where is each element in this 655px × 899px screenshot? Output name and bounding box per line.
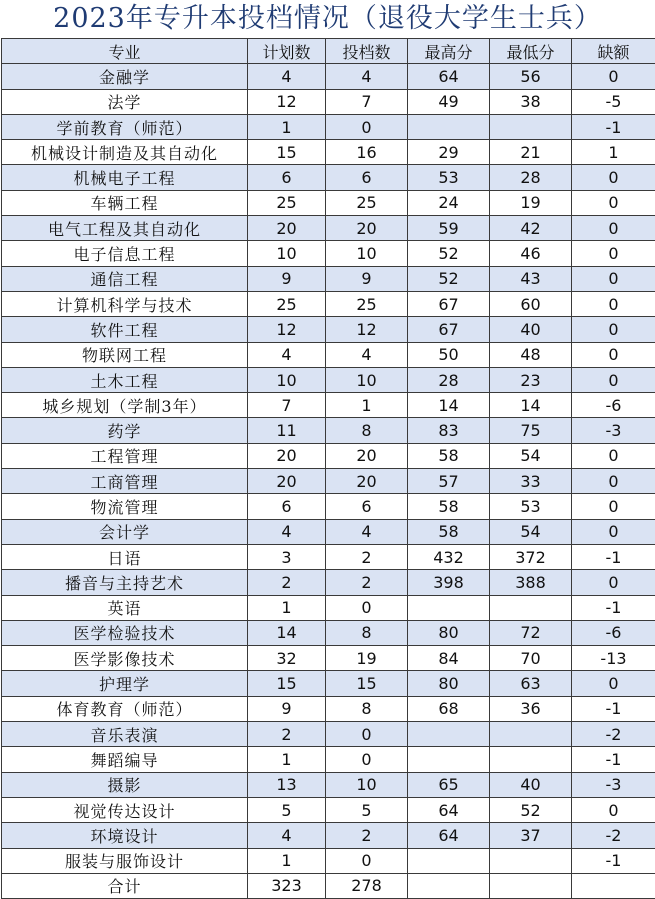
major-cell: 机械电子工程 xyxy=(2,165,248,190)
table-row xyxy=(2,620,655,645)
min-score-cell: 14 xyxy=(490,393,572,418)
admitted-cell: 10 xyxy=(326,241,408,266)
major-cell: 物联网工程 xyxy=(2,342,248,367)
plan-cell: 1 xyxy=(248,595,326,620)
major-cell: 日语 xyxy=(2,544,248,569)
major-cell: 金融学 xyxy=(2,64,248,89)
major-cell: 物流管理 xyxy=(2,494,248,519)
plan-cell: 12 xyxy=(248,317,326,342)
plan-cell: 9 xyxy=(248,696,326,721)
table-row xyxy=(2,519,655,544)
max-score-cell: 52 xyxy=(408,241,490,266)
min-score-cell: 28 xyxy=(490,165,572,190)
table-row xyxy=(2,418,655,443)
shortfall-cell: -13 xyxy=(572,646,655,671)
plan-cell: 4 xyxy=(248,823,326,848)
major-cell: 土木工程 xyxy=(2,367,248,392)
max-score-cell: 65 xyxy=(408,772,490,797)
table-row xyxy=(2,317,655,342)
min-score-cell: 23 xyxy=(490,367,572,392)
shortfall-cell: 0 xyxy=(572,342,655,367)
plan-cell: 5 xyxy=(248,797,326,822)
major-cell: 英语 xyxy=(2,595,248,620)
max-score-cell xyxy=(408,114,490,139)
shortfall-cell: -3 xyxy=(572,772,655,797)
table-row xyxy=(2,671,655,696)
shortfall-cell: 0 xyxy=(572,570,655,595)
plan-cell: 20 xyxy=(248,469,326,494)
table-row xyxy=(2,140,655,165)
admitted-cell: 0 xyxy=(326,747,408,772)
header-max-score: 最高分 xyxy=(408,39,490,64)
plan-cell: 1 xyxy=(248,848,326,873)
shortfall-cell: -1 xyxy=(572,848,655,873)
plan-cell: 4 xyxy=(248,519,326,544)
admitted-cell: 6 xyxy=(326,165,408,190)
header-plan: 计划数 xyxy=(248,39,326,64)
admission-table xyxy=(1,38,655,899)
min-score-cell xyxy=(490,114,572,139)
max-score-cell: 64 xyxy=(408,64,490,89)
table-row xyxy=(2,64,655,89)
max-score-cell: 52 xyxy=(408,266,490,291)
major-cell: 医学影像技术 xyxy=(2,646,248,671)
major-cell: 摄影 xyxy=(2,772,248,797)
max-score-cell: 29 xyxy=(408,140,490,165)
major-cell: 服装与服饰设计 xyxy=(2,848,248,873)
total-row xyxy=(2,873,655,898)
min-score-cell: 72 xyxy=(490,620,572,645)
max-score-cell: 28 xyxy=(408,367,490,392)
table-row xyxy=(2,89,655,114)
admitted-cell: 0 xyxy=(326,848,408,873)
max-score-cell: 83 xyxy=(408,418,490,443)
table-row xyxy=(2,772,655,797)
shortfall-cell: -1 xyxy=(572,595,655,620)
admitted-cell: 12 xyxy=(326,317,408,342)
shortfall-cell: 0 xyxy=(572,367,655,392)
admitted-cell: 2 xyxy=(326,823,408,848)
shortfall-cell: 0 xyxy=(572,443,655,468)
major-cell: 电气工程及其自动化 xyxy=(2,216,248,241)
table-row xyxy=(2,722,655,747)
table-row xyxy=(2,595,655,620)
admitted-cell: 7 xyxy=(326,89,408,114)
total-max-score xyxy=(408,873,490,898)
min-score-cell: 42 xyxy=(490,216,572,241)
shortfall-cell: -2 xyxy=(572,722,655,747)
major-cell: 通信工程 xyxy=(2,266,248,291)
plan-cell: 10 xyxy=(248,241,326,266)
max-score-cell xyxy=(408,595,490,620)
max-score-cell: 67 xyxy=(408,317,490,342)
shortfall-cell: 0 xyxy=(572,266,655,291)
major-cell: 体育教育（师范） xyxy=(2,696,248,721)
max-score-cell: 58 xyxy=(408,519,490,544)
max-score-cell: 84 xyxy=(408,646,490,671)
admitted-cell: 1 xyxy=(326,393,408,418)
table-row xyxy=(2,216,655,241)
min-score-cell: 40 xyxy=(490,317,572,342)
plan-cell: 12 xyxy=(248,89,326,114)
admitted-cell: 4 xyxy=(326,342,408,367)
min-score-cell: 52 xyxy=(490,797,572,822)
major-cell: 机械设计制造及其自动化 xyxy=(2,140,248,165)
major-cell: 电子信息工程 xyxy=(2,241,248,266)
shortfall-cell: -1 xyxy=(572,747,655,772)
table-row xyxy=(2,469,655,494)
plan-cell: 13 xyxy=(248,772,326,797)
max-score-cell: 398 xyxy=(408,570,490,595)
admitted-cell: 20 xyxy=(326,443,408,468)
shortfall-cell: -5 xyxy=(572,89,655,114)
plan-cell: 6 xyxy=(248,165,326,190)
admitted-cell: 8 xyxy=(326,696,408,721)
max-score-cell: 57 xyxy=(408,469,490,494)
plan-cell: 3 xyxy=(248,544,326,569)
major-cell: 音乐表演 xyxy=(2,722,248,747)
plan-cell: 15 xyxy=(248,140,326,165)
shortfall-cell: -1 xyxy=(572,544,655,569)
min-score-cell: 36 xyxy=(490,696,572,721)
max-score-cell: 53 xyxy=(408,165,490,190)
major-cell: 车辆工程 xyxy=(2,190,248,215)
table-row xyxy=(2,544,655,569)
max-score-cell: 14 xyxy=(408,393,490,418)
page-title: 2023年专升本投档情况（退役大学生士兵） xyxy=(53,3,602,34)
total-min-score xyxy=(490,873,572,898)
plan-cell: 25 xyxy=(248,190,326,215)
min-score-cell: 43 xyxy=(490,266,572,291)
major-cell: 计算机科学与技术 xyxy=(2,291,248,316)
shortfall-cell: -6 xyxy=(572,393,655,418)
shortfall-cell: -6 xyxy=(572,620,655,645)
plan-cell: 1 xyxy=(248,114,326,139)
max-score-cell: 58 xyxy=(408,443,490,468)
min-score-cell xyxy=(490,848,572,873)
admitted-cell: 25 xyxy=(326,291,408,316)
table-row xyxy=(2,747,655,772)
major-cell: 视觉传达设计 xyxy=(2,797,248,822)
table-row xyxy=(2,190,655,215)
table-row xyxy=(2,570,655,595)
plan-cell: 4 xyxy=(248,342,326,367)
plan-cell: 11 xyxy=(248,418,326,443)
shortfall-cell: 0 xyxy=(572,216,655,241)
table-row xyxy=(2,266,655,291)
min-score-cell: 56 xyxy=(490,64,572,89)
shortfall-cell: -1 xyxy=(572,696,655,721)
admitted-cell: 4 xyxy=(326,64,408,89)
table-row xyxy=(2,848,655,873)
admitted-cell: 0 xyxy=(326,114,408,139)
total-plan: 323 xyxy=(248,873,326,898)
shortfall-cell: 0 xyxy=(572,671,655,696)
table-row xyxy=(2,646,655,671)
min-score-cell: 40 xyxy=(490,772,572,797)
min-score-cell: 70 xyxy=(490,646,572,671)
min-score-cell: 388 xyxy=(490,570,572,595)
plan-cell: 20 xyxy=(248,443,326,468)
admitted-cell: 10 xyxy=(326,367,408,392)
max-score-cell: 432 xyxy=(408,544,490,569)
shortfall-cell: 0 xyxy=(572,190,655,215)
major-cell: 软件工程 xyxy=(2,317,248,342)
major-cell: 法学 xyxy=(2,89,248,114)
plan-cell: 2 xyxy=(248,570,326,595)
min-score-cell: 372 xyxy=(490,544,572,569)
admitted-cell: 0 xyxy=(326,595,408,620)
max-score-cell: 64 xyxy=(408,823,490,848)
admitted-cell: 15 xyxy=(326,671,408,696)
shortfall-cell: 0 xyxy=(572,165,655,190)
shortfall-cell: 1 xyxy=(572,140,655,165)
major-cell: 工商管理 xyxy=(2,469,248,494)
total-admitted: 278 xyxy=(326,873,408,898)
shortfall-cell: 0 xyxy=(572,797,655,822)
major-cell: 工程管理 xyxy=(2,443,248,468)
plan-cell: 25 xyxy=(248,291,326,316)
min-score-cell: 33 xyxy=(490,469,572,494)
max-score-cell: 68 xyxy=(408,696,490,721)
admitted-cell: 8 xyxy=(326,620,408,645)
header-row xyxy=(2,39,655,64)
min-score-cell: 60 xyxy=(490,291,572,316)
max-score-cell: 24 xyxy=(408,190,490,215)
major-cell: 护理学 xyxy=(2,671,248,696)
max-score-cell: 64 xyxy=(408,797,490,822)
table-row xyxy=(2,797,655,822)
max-score-cell: 59 xyxy=(408,216,490,241)
admitted-cell: 8 xyxy=(326,418,408,443)
max-score-cell: 67 xyxy=(408,291,490,316)
major-cell: 会计学 xyxy=(2,519,248,544)
min-score-cell: 54 xyxy=(490,443,572,468)
max-score-cell: 58 xyxy=(408,494,490,519)
shortfall-cell: 0 xyxy=(572,291,655,316)
shortfall-cell: 0 xyxy=(572,317,655,342)
admitted-cell: 19 xyxy=(326,646,408,671)
min-score-cell: 21 xyxy=(490,140,572,165)
min-score-cell: 46 xyxy=(490,241,572,266)
shortfall-cell: 0 xyxy=(572,519,655,544)
header-major: 专业 xyxy=(2,39,248,64)
plan-cell: 14 xyxy=(248,620,326,645)
table-row xyxy=(2,393,655,418)
shortfall-cell: 0 xyxy=(572,469,655,494)
min-score-cell xyxy=(490,722,572,747)
admitted-cell: 4 xyxy=(326,519,408,544)
header-min-score: 最低分 xyxy=(490,39,572,64)
admitted-cell: 2 xyxy=(326,570,408,595)
major-cell: 医学检验技术 xyxy=(2,620,248,645)
admitted-cell: 6 xyxy=(326,494,408,519)
plan-cell: 2 xyxy=(248,722,326,747)
plan-cell: 6 xyxy=(248,494,326,519)
table-row xyxy=(2,367,655,392)
major-cell: 舞蹈编导 xyxy=(2,747,248,772)
admitted-cell: 5 xyxy=(326,797,408,822)
shortfall-cell: 0 xyxy=(572,64,655,89)
plan-cell: 7 xyxy=(248,393,326,418)
plan-cell: 9 xyxy=(248,266,326,291)
min-score-cell: 54 xyxy=(490,519,572,544)
min-score-cell: 48 xyxy=(490,342,572,367)
plan-cell: 15 xyxy=(248,671,326,696)
header-admitted: 投档数 xyxy=(326,39,408,64)
major-cell: 药学 xyxy=(2,418,248,443)
max-score-cell: 50 xyxy=(408,342,490,367)
min-score-cell xyxy=(490,747,572,772)
min-score-cell: 75 xyxy=(490,418,572,443)
max-score-cell xyxy=(408,722,490,747)
min-score-cell: 53 xyxy=(490,494,572,519)
table-row xyxy=(2,291,655,316)
table-row xyxy=(2,494,655,519)
major-cell: 城乡规划（学制3年） xyxy=(2,393,248,418)
min-score-cell: 38 xyxy=(490,89,572,114)
admitted-cell: 9 xyxy=(326,266,408,291)
min-score-cell xyxy=(490,595,572,620)
admitted-cell: 20 xyxy=(326,469,408,494)
shortfall-cell: -1 xyxy=(572,114,655,139)
plan-cell: 4 xyxy=(248,64,326,89)
header-shortfall: 缺额 xyxy=(572,39,655,64)
shortfall-cell: 0 xyxy=(572,241,655,266)
total-shortfall xyxy=(572,873,655,898)
plan-cell: 10 xyxy=(248,367,326,392)
admitted-cell: 0 xyxy=(326,722,408,747)
max-score-cell: 80 xyxy=(408,671,490,696)
major-cell: 环境设计 xyxy=(2,823,248,848)
shortfall-cell: -2 xyxy=(572,823,655,848)
max-score-cell xyxy=(408,747,490,772)
table-row xyxy=(2,443,655,468)
min-score-cell: 19 xyxy=(490,190,572,215)
admitted-cell: 2 xyxy=(326,544,408,569)
table-row xyxy=(2,165,655,190)
min-score-cell: 37 xyxy=(490,823,572,848)
table-row xyxy=(2,342,655,367)
max-score-cell: 80 xyxy=(408,620,490,645)
major-cell: 学前教育（师范） xyxy=(2,114,248,139)
max-score-cell xyxy=(408,848,490,873)
table-row xyxy=(2,241,655,266)
admitted-cell: 16 xyxy=(326,140,408,165)
admitted-cell: 25 xyxy=(326,190,408,215)
min-score-cell: 63 xyxy=(490,671,572,696)
max-score-cell: 49 xyxy=(408,89,490,114)
table-row xyxy=(2,114,655,139)
shortfall-cell: -3 xyxy=(572,418,655,443)
shortfall-cell: 0 xyxy=(572,494,655,519)
admitted-cell: 20 xyxy=(326,216,408,241)
plan-cell: 20 xyxy=(248,216,326,241)
table-row xyxy=(2,823,655,848)
table-row xyxy=(2,696,655,721)
total-label: 合计 xyxy=(2,873,248,898)
plan-cell: 1 xyxy=(248,747,326,772)
major-cell: 播音与主持艺术 xyxy=(2,570,248,595)
admitted-cell: 10 xyxy=(326,772,408,797)
plan-cell: 32 xyxy=(248,646,326,671)
